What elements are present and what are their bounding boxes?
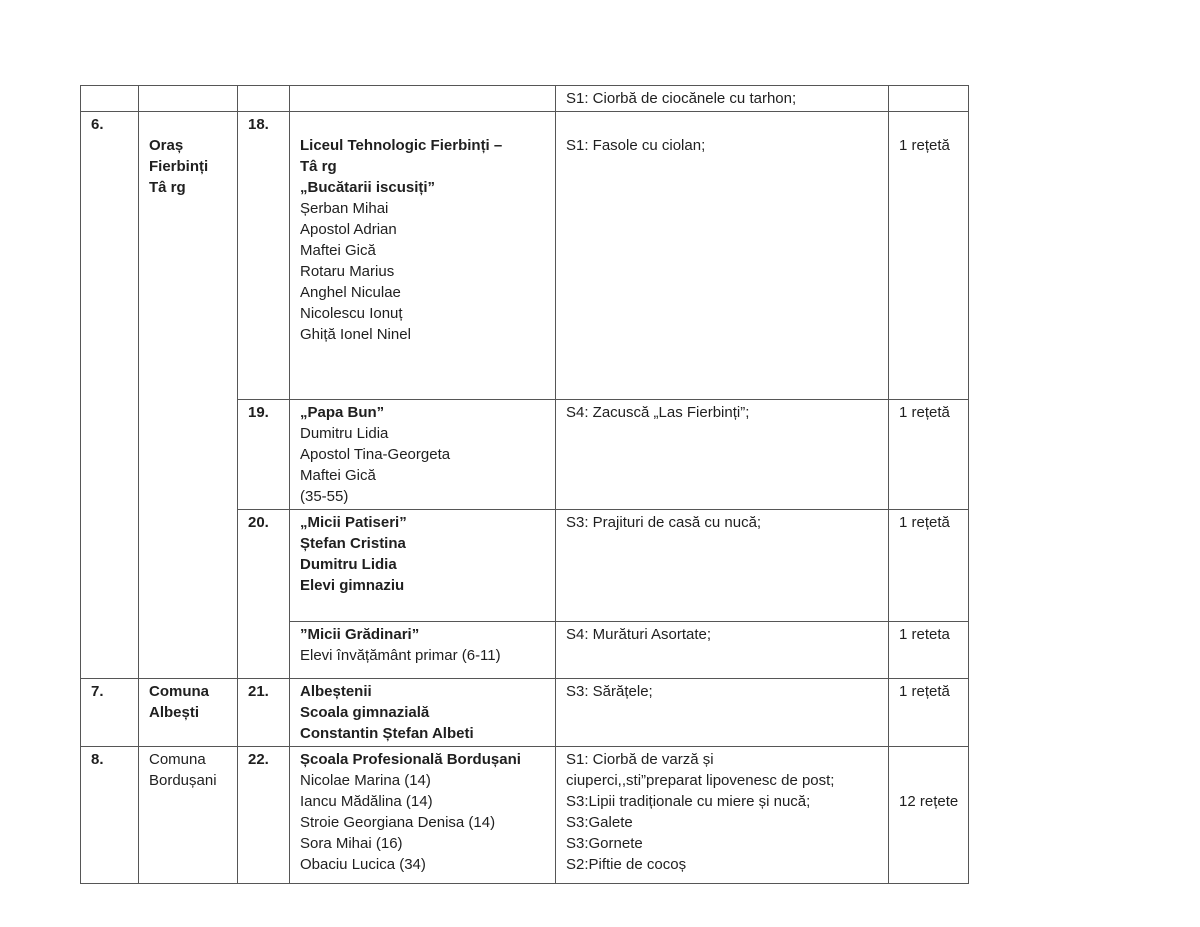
cell-entry-20: 20. bbox=[238, 510, 290, 679]
cell-number-8: 8. bbox=[81, 747, 139, 884]
cell-carry-count bbox=[889, 86, 969, 112]
cell-carry-team bbox=[290, 86, 556, 112]
table-row-entry-22 bbox=[81, 747, 969, 884]
cell-location-bordusani: Comuna Bordușani bbox=[139, 747, 238, 884]
cell-recipes-20a: S3: Prajituri de casă cu nucă; bbox=[556, 510, 889, 622]
cell-team-19: „Papa Bun” Dumitru Lidia Apostol Tina-Georgeta Maftei Gică (35-55) bbox=[290, 400, 556, 510]
cell-count-20a: 1 rețetă bbox=[889, 510, 969, 622]
cell-carry-number bbox=[81, 86, 139, 112]
recipes-table bbox=[80, 85, 969, 884]
cell-team-20b: ”Micii Grădinari” Elevi învățământ primar (6-11) bbox=[290, 622, 556, 679]
cell-recipes-21: S3: Sărățele; bbox=[556, 679, 889, 747]
cell-recipes-18: S1: Fasole cu ciolan; bbox=[556, 112, 889, 400]
table-row-carryover bbox=[81, 86, 969, 112]
cell-count-22: 12 rețete bbox=[889, 747, 969, 884]
cell-location-fierbinti: Oraș Fierbinți Tâ rg bbox=[139, 112, 238, 679]
cell-entry-22: 22. bbox=[238, 747, 290, 884]
cell-location-albesti: Comuna Albești bbox=[139, 679, 238, 747]
cell-number-7: 7. bbox=[81, 679, 139, 747]
cell-recipes-20b: S4: Murături Asortate; bbox=[556, 622, 889, 679]
cell-team-18: Liceul Tehnologic Fierbinți – Tâ rg „Bucătarii iscusiți” Șerban Mihai Apostol Adrian Maftei Gică Rotaru Marius Anghel Niculae Nicolescu Ionuț Ghiță Ionel Ninel bbox=[290, 112, 556, 400]
cell-count-19: 1 rețetă bbox=[889, 400, 969, 510]
cell-recipes-19: S4: Zacuscă „Las Fierbinți”; bbox=[556, 400, 889, 510]
cell-team-22: Școala Profesională Bordușani Nicolae Marina (14) Iancu Mădălina (14) Stroie Georgiana Denisa (14) Sora Mihai (16) Obaciu Lucica (34) bbox=[290, 747, 556, 884]
cell-count-21: 1 rețetă bbox=[889, 679, 969, 747]
cell-team-20a: „Micii Patiseri” Ștefan Cristina Dumitru Lidia Elevi gimnaziu bbox=[290, 510, 556, 622]
cell-team-21: Albeștenii Scoala gimnazială Constantin Ștefan Albeti bbox=[290, 679, 556, 747]
cell-entry-21: 21. bbox=[238, 679, 290, 747]
cell-carry-location bbox=[139, 86, 238, 112]
cell-carry-recipes: S1: Ciorbă de ciocănele cu tarhon; bbox=[556, 86, 889, 112]
cell-number-6: 6. bbox=[81, 112, 139, 679]
table-row-entry-21 bbox=[81, 679, 969, 747]
cell-entry-19: 19. bbox=[238, 400, 290, 510]
cell-carry-entry bbox=[238, 86, 290, 112]
table-row-entry-18 bbox=[81, 112, 969, 400]
cell-count-18: 1 rețetă bbox=[889, 112, 969, 400]
cell-entry-18: 18. bbox=[238, 112, 290, 400]
cell-recipes-22: S1: Ciorbă de varză și ciuperci,,sti”preparat lipovenesc de post; S3:Lipii tradiționale cu miere și nucă; S3:Galete S3:Gornete S2:Piftie de cocoș bbox=[556, 747, 889, 884]
cell-count-20b: 1 reteta bbox=[889, 622, 969, 679]
